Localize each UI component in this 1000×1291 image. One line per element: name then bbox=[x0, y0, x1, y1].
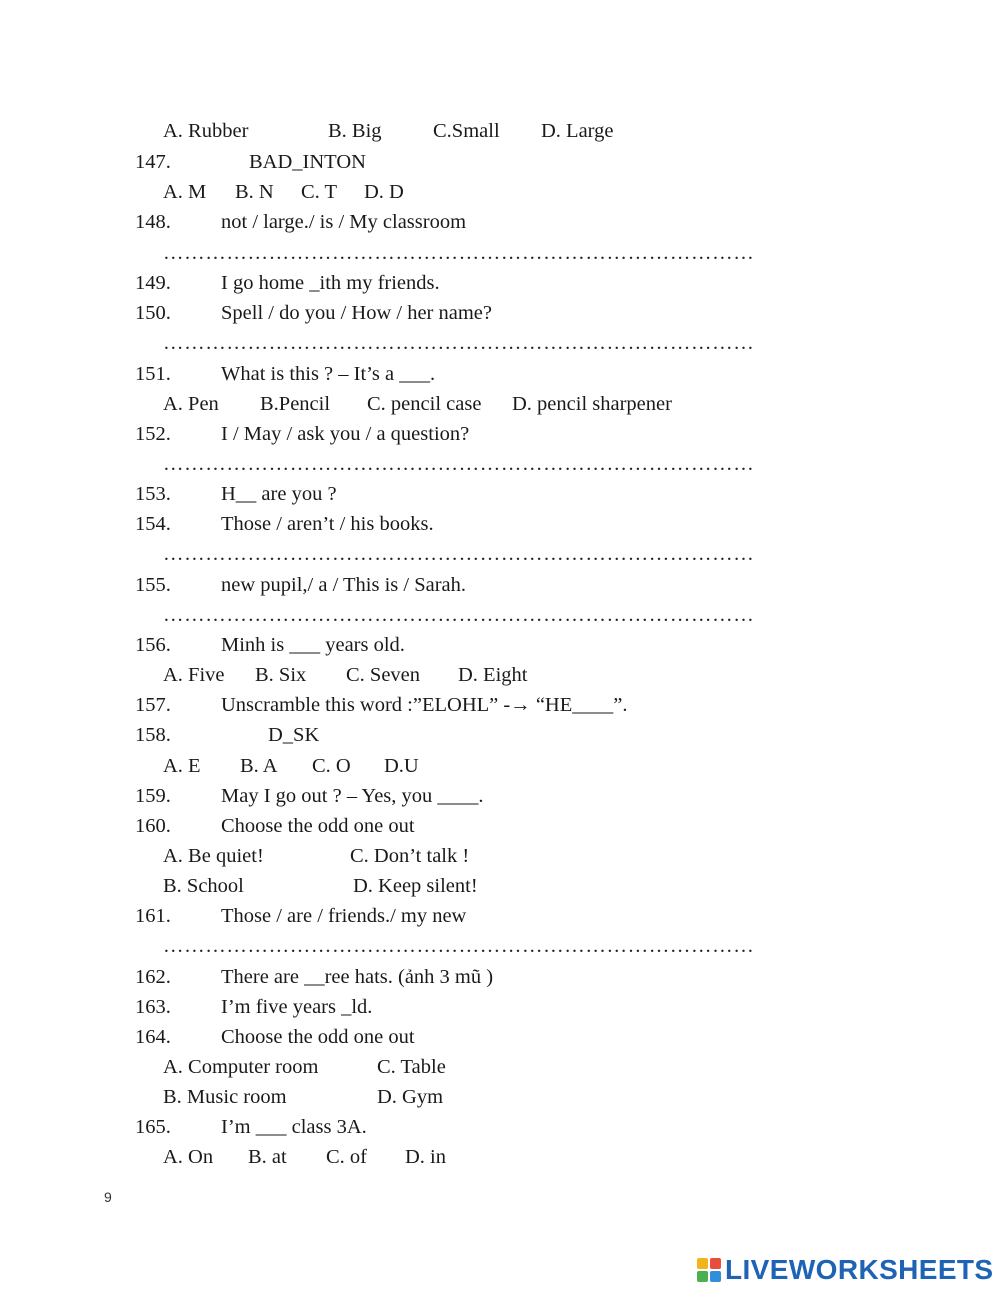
question-number: 157. bbox=[135, 694, 171, 716]
question-text: Those / aren’t / his books. bbox=[221, 513, 434, 535]
question-number: 160. bbox=[135, 815, 171, 837]
question-text: I’m five years _ld. bbox=[221, 996, 373, 1018]
question-text: Those / are / friends./ my new bbox=[221, 905, 467, 927]
option: D. Large bbox=[541, 120, 614, 142]
option: C. pencil case bbox=[367, 393, 482, 415]
logo-tile bbox=[697, 1271, 708, 1282]
option: C. T bbox=[301, 181, 338, 203]
option: C. O bbox=[312, 755, 351, 777]
answer-dots: ………………………………………………………………………… bbox=[163, 242, 755, 264]
question-text: Spell / do you / How / her name? bbox=[221, 302, 493, 324]
option: D. Keep silent! bbox=[353, 875, 478, 897]
option: D. Eight bbox=[458, 664, 528, 686]
question-number: 165. bbox=[135, 1116, 171, 1138]
logo-tile bbox=[710, 1271, 721, 1282]
option: D.U bbox=[384, 755, 419, 777]
question-number: 161. bbox=[135, 905, 171, 927]
option: C. Seven bbox=[346, 664, 421, 686]
option: A. Computer room bbox=[163, 1056, 319, 1078]
question-text: Choose the odd one out bbox=[221, 1026, 415, 1048]
option: B. A bbox=[240, 755, 278, 777]
option: C. of bbox=[326, 1146, 367, 1168]
question-number: 158. bbox=[135, 724, 171, 746]
question-number: 162. bbox=[135, 966, 171, 988]
option: C. Table bbox=[377, 1056, 446, 1078]
option: B. Big bbox=[328, 120, 382, 142]
answer-dots: ………………………………………………………………………… bbox=[163, 453, 755, 475]
question-text: May I go out ? – Yes, you ____. bbox=[221, 785, 484, 807]
option: A. E bbox=[163, 755, 201, 777]
question-number: 159. bbox=[135, 785, 171, 807]
logo-tile bbox=[710, 1258, 721, 1269]
logo-mark-icon bbox=[697, 1258, 721, 1282]
logo-wordmark: LIVEWORKSHEETS bbox=[725, 1254, 994, 1285]
option: C.Small bbox=[433, 120, 500, 142]
question-number: 164. bbox=[135, 1026, 171, 1048]
option: C. Don’t talk ! bbox=[350, 845, 470, 867]
logo-tile bbox=[697, 1258, 708, 1269]
option: A. Rubber bbox=[163, 120, 249, 142]
option: D. Gym bbox=[377, 1086, 444, 1108]
option: A. Five bbox=[163, 664, 225, 686]
question-text: I’m ___ class 3A. bbox=[221, 1116, 367, 1138]
option: B. Six bbox=[255, 664, 307, 686]
option: D. D bbox=[364, 181, 404, 203]
option: A. M bbox=[163, 181, 207, 203]
question-number: 156. bbox=[135, 634, 171, 656]
question-text: There are __ree hats. (ảnh 3 mũ ) bbox=[221, 966, 494, 988]
question-text: not / large./ is / My classroom bbox=[221, 211, 467, 233]
option: D. in bbox=[405, 1146, 446, 1168]
answer-dots: ………………………………………………………………………… bbox=[163, 604, 755, 626]
question-number: 148. bbox=[135, 211, 171, 233]
option: B. School bbox=[163, 875, 244, 897]
option: D. pencil sharpener bbox=[512, 393, 672, 415]
option: B. at bbox=[248, 1146, 287, 1168]
option: A. Be quiet! bbox=[163, 845, 264, 867]
answer-dots: ………………………………………………………………………… bbox=[163, 935, 755, 957]
option: A. On bbox=[163, 1146, 214, 1168]
question-number: 163. bbox=[135, 996, 171, 1018]
option: B.Pencil bbox=[260, 393, 331, 415]
question-text: D_SK bbox=[268, 724, 320, 746]
question-text: Choose the odd one out bbox=[221, 815, 415, 837]
question-number: 151. bbox=[135, 363, 171, 385]
liveworksheets-logo bbox=[697, 1255, 994, 1285]
page-number: 9 bbox=[104, 1189, 112, 1205]
question-text: H__ are you ? bbox=[221, 483, 337, 505]
question-number: 152. bbox=[135, 423, 171, 445]
question-number: 147. bbox=[135, 151, 171, 173]
option: B. Music room bbox=[163, 1086, 287, 1108]
option: A. Pen bbox=[163, 393, 219, 415]
question-number: 155. bbox=[135, 574, 171, 596]
question-number: 149. bbox=[135, 272, 171, 294]
question-text: I go home _ith my friends. bbox=[221, 272, 440, 294]
answer-dots: ………………………………………………………………………… bbox=[163, 332, 755, 354]
question-text: What is this ? – It’s a ___. bbox=[221, 363, 436, 385]
question-text: BAD_INTON bbox=[249, 151, 366, 173]
question-number: 154. bbox=[135, 513, 171, 535]
question-number: 153. bbox=[135, 483, 171, 505]
question-number: 150. bbox=[135, 302, 171, 324]
answer-dots: ………………………………………………………………………… bbox=[163, 543, 755, 565]
question-text: I / May / ask you / a question? bbox=[221, 423, 470, 445]
question-text: Unscramble this word :”ELOHL” -→ “HE____”. bbox=[221, 694, 628, 716]
option: B. N bbox=[235, 181, 274, 203]
question-text: new pupil,/ a / This is / Sarah. bbox=[221, 574, 467, 596]
question-text: Minh is ___ years old. bbox=[221, 634, 405, 656]
